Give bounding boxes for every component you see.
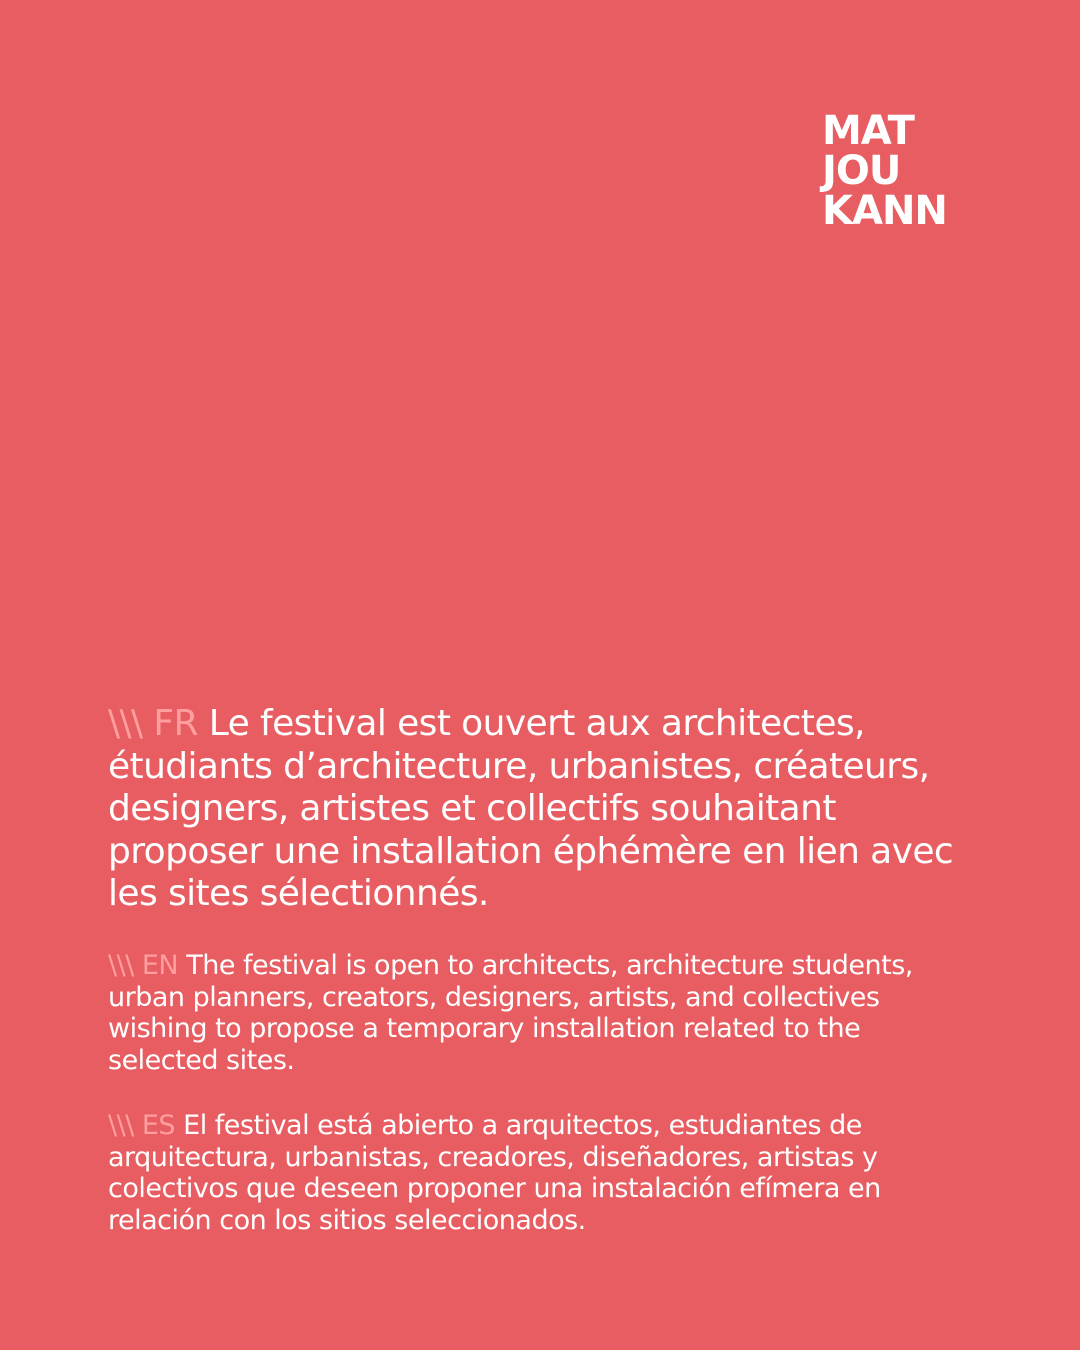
lang-tag-en: \\\ EN	[108, 950, 187, 981]
logo-line-2: JOU	[822, 148, 901, 194]
logo-line-3: KANN	[822, 188, 947, 234]
paragraph-text-en: The festival is open to architects, architecture students, urban planners, creators, designers, artists, and collectives wishing to propose a temporary installation related to the selected sites.	[108, 950, 913, 1076]
lang-tag-es: \\\ ES	[108, 1110, 184, 1141]
paragraph-fr	[108, 703, 978, 916]
paragraph-es	[108, 1110, 978, 1236]
paragraph-text-es: El festival está abierto a arquitectos, estudiantes de arquitectura, urbanistas, creadores, diseñadores, artistas y colectivos que deseen proponer una instalación efímera en relación con los sitios seleccionados.	[108, 1110, 881, 1236]
paragraph-text-fr: Le festival est ouvert aux architectes, étudiants d’architecture, urbanistes, créateurs, designers, artistes et collectifs souhaitant proposer une installation éphémère en lien avec les sites sélectionnés.	[108, 703, 954, 914]
paragraph-en	[108, 950, 978, 1076]
matjoukann-logo	[822, 108, 972, 234]
logo-line-1: MAT	[822, 108, 914, 154]
lang-tag-fr: \\\ FR	[108, 703, 209, 744]
